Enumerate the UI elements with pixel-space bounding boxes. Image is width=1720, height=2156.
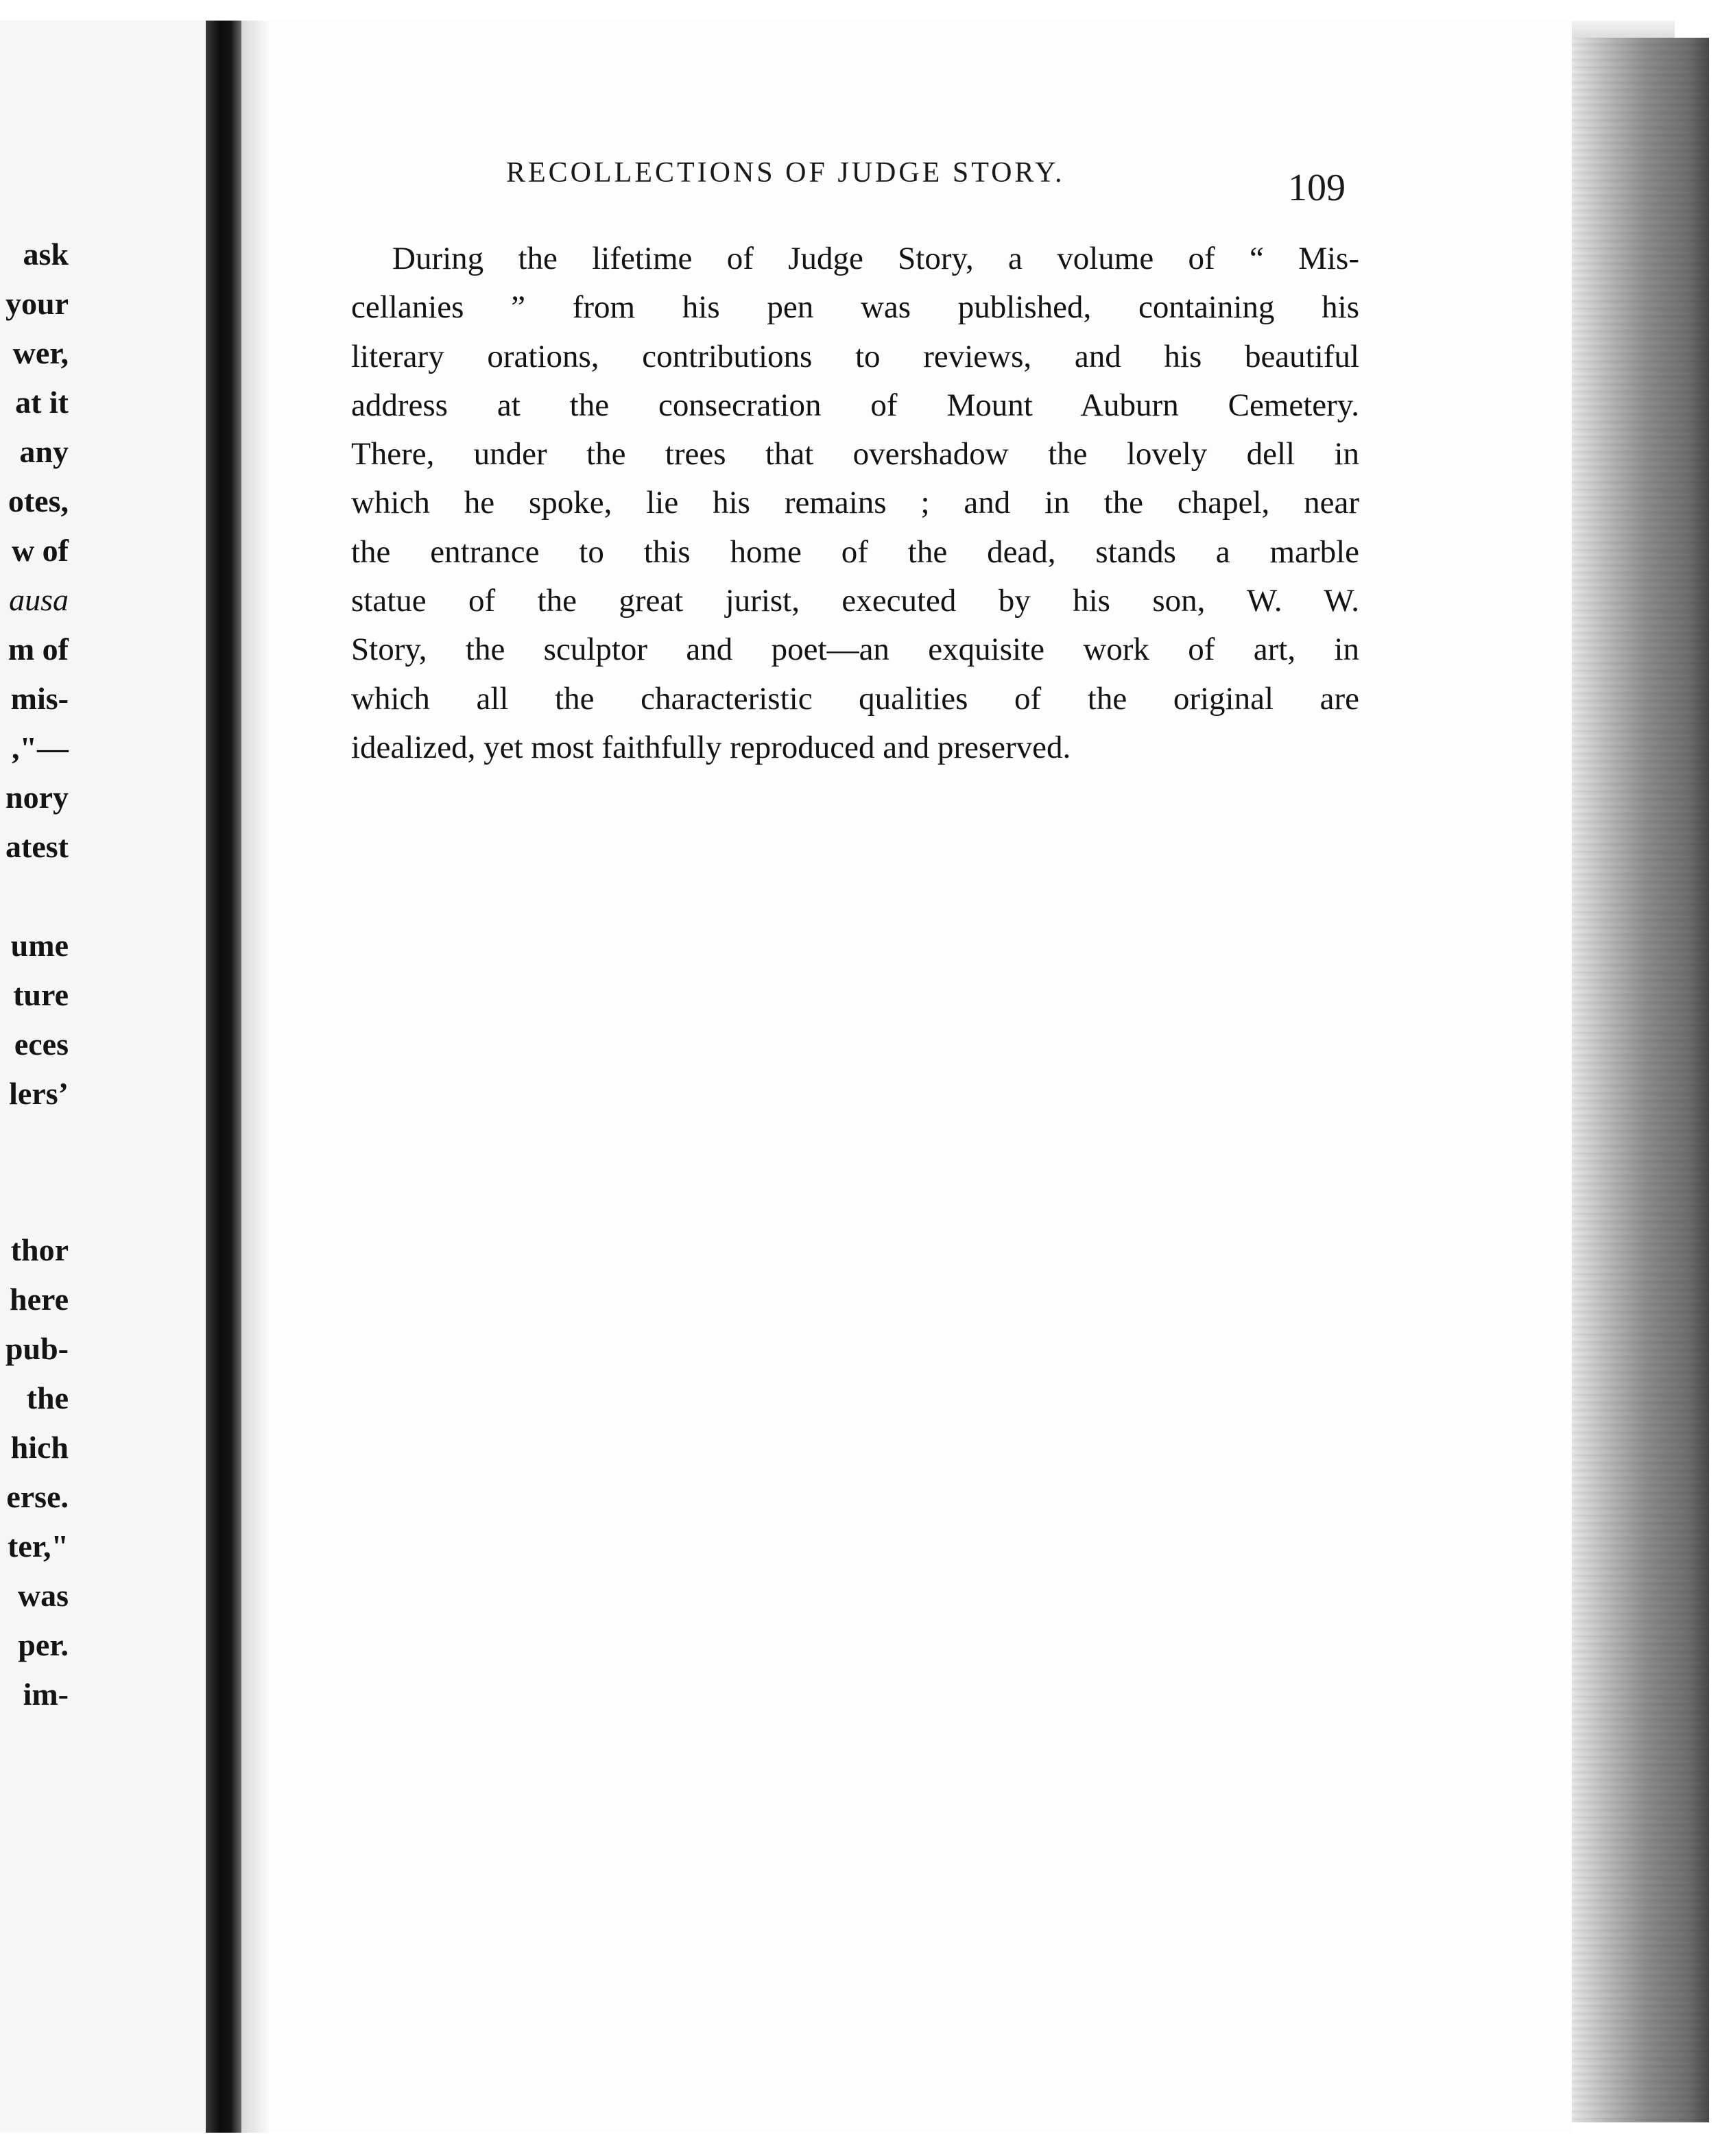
left-line-fragment: ,"— [11,730,69,765]
left-line-fragment: im- [23,1677,69,1712]
left-line-fragment: ture [13,977,69,1012]
left-line-fragment: w of [11,533,69,568]
paragraph-line: idealized, yet most faithfully reproduced and preserved. [351,729,1071,765]
left-line-fragment: ask [23,237,69,272]
left-line-fragment: per. [18,1627,69,1662]
running-head: RECOLLECTIONS OF JUDGE STORY. [506,157,1065,189]
book-gutter-fade [241,21,269,2133]
paragraph-line: cellanies ” from his pen was published, containing his [351,289,1359,326]
page-number: 109 [1288,167,1346,209]
left-line-fragment: erse. [6,1479,69,1514]
body-paragraph [351,235,1359,772]
left-line-fragment: any [19,434,69,469]
left-line-fragment: thor [10,1232,69,1267]
left-line-fragment: mis- [10,681,69,716]
left-line-fragment: was [17,1578,69,1613]
facing-page-left [0,21,206,2133]
paragraph-line: address at the consecration of Mount Auburn Cemetery. [351,387,1359,423]
left-line-fragment: otes, [8,483,69,518]
page-edges-stack [1572,38,1709,2122]
left-line-fragment: at it [15,385,69,420]
left-line-fragment: lers’ [9,1076,69,1111]
paragraph-line: During the lifetime of Judge Story, a volume of “ Mis- [392,241,1359,276]
book-gutter-shadow [206,21,241,2133]
left-line-fragment: your [5,286,69,321]
paragraph-line: Story, the sculptor and poet—an exquisite work of art, in [351,632,1359,668]
left-line-fragment: m of [8,632,69,667]
left-line-fragment: atest [5,829,69,864]
left-line-fragment: pub- [5,1331,69,1366]
paragraph-line: statue of the great jurist, executed by his son, W. W. [351,583,1359,619]
left-line-fragment: ume [10,928,69,963]
left-line-fragment: nory [5,780,69,815]
left-line-fragment: ausa [9,582,69,617]
left-line-fragment: here [9,1282,69,1317]
left-line-fragment: eces [14,1027,69,1062]
paragraph-line: the entrance to this home of the dead, stands a marble [351,534,1359,570]
paragraph-line: There, under the trees that overshadow the lovely dell in [351,436,1359,472]
paragraph-line: which he spoke, lie his remains ; and in the chapel, near [351,485,1359,521]
left-line-fragment: hich [10,1430,69,1465]
paragraph-line: literary orations, contributions to reviews, and his beautiful [351,338,1359,374]
left-line-fragment: the [26,1380,69,1415]
left-line-fragment: ter," [8,1529,69,1564]
left-line-fragment: wer, [12,335,69,370]
paragraph-line: which all the characteristic qualities of the original are [351,680,1359,717]
